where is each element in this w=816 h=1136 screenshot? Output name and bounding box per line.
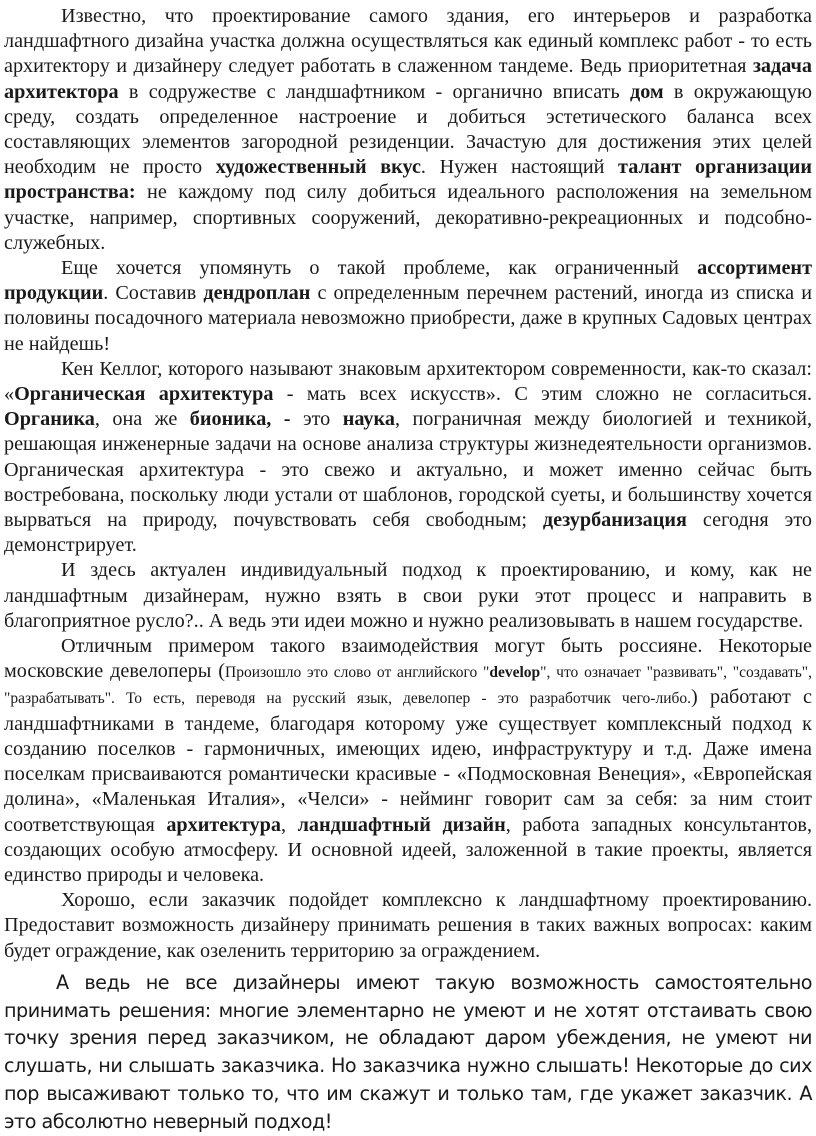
paragraph-7 (4, 969, 812, 1136)
text: сегодня это демонстрирует. (4, 509, 812, 557)
bold-term: develop (489, 664, 541, 682)
bold-term: дом (629, 80, 664, 103)
text: Произошло это слово от английского " (225, 664, 490, 682)
text: , пограничная между биологией и техникой, решающая инженерные задачи на основе анализа структуры жизнедеятельности организмов. Органическая архитектура - это свежо и актуально, и может именно сейчас быть востребована, поскольку люди устали от шаблонов, городской суеты, и большинству хочется вырваться на природу, почувствовать себя свободным; (4, 408, 812, 532)
text: , работа западных консультантов, создающих особую атмосферу. И основной идеей, заложенной в такие проекты, является единство природы и человека. (4, 813, 813, 886)
text: Известно, что проектирование самого здания, его интерьеров и разработка ландшафтного дизайна участка должна осуществляться как единый комплекс работ - то есть архитектору и дизайнеру следует работать в слаженном тандеме. Ведь приоритетная (4, 5, 812, 78)
bold-term: архитектура (166, 813, 281, 836)
text: Хорошо, если заказчик подойдет комплексно к ландшафтному проектированию. Предоставит возможность дизайнеру принимать решения в таких важных вопросах: каким будет ограждение, как озеленить территорию за ограждением. (4, 889, 812, 962)
bold-term: дезурбанизация (542, 509, 687, 532)
text: - мать всех искусств». С этим сложно не согласиться. (273, 383, 813, 406)
bold-term: бионика, - (189, 408, 291, 431)
text: с определенным перечнем растений, иногда из списка и половины посадочного материала невозможно приобрести, даже в крупных Садовых центрах не найдешь! (4, 282, 812, 355)
text: в окружающую среду, создать определенное настроение и добиться эстетического баланса всех составляющих элементов загородной резиденции. Зачастую для достижения этих целей необходим не просто (4, 80, 812, 179)
text: Еще хочется упомянуть о такой проблеме, как ограниченный (61, 257, 698, 280)
bold-term: художественный вкус (215, 156, 421, 179)
paragraph-4 (4, 558, 812, 634)
text: . Нужен настоящий (420, 156, 619, 179)
text: в содружестве с ландшафтником - органично вписать (118, 80, 630, 103)
text: . Составив (103, 282, 204, 305)
bold-term: дендроплан (203, 282, 311, 305)
text: Кен Келлог, которого называют знаковым архитектором современности, как-то сказал: « (4, 357, 812, 406)
paragraph-6 (4, 888, 812, 964)
bold-term: ландшафтный дизайн (297, 813, 506, 836)
text: ) работают с ландшафтниками в тандеме, благодаря которому уже существует комплексный подход к созданию поселков - гармоничных, имеющих идею, инфраструктуру и т.д. Даже имена поселкам присваиваются романтически красивые - «Подмосковная Венеция», «Европейская долина», «Маленькая Италия», «Челси» - нейминг говорит сам за себя: за ним стоит соответствующая (4, 686, 812, 836)
paragraph-3 (4, 357, 812, 559)
bold-term: ассортимент продукции (4, 257, 812, 305)
bold-term: талант организации пространства: (4, 156, 812, 204)
bold-term: задача архитектора (4, 55, 812, 103)
text: , (280, 813, 298, 836)
text: не каждому под силу добиться идеального расположения на земельном участке, например, спортивных сооружений, декоративно-рекреационных и подсобно-служебных. (4, 181, 812, 254)
text: это (290, 408, 343, 431)
bold-term: наука (342, 408, 395, 431)
text: А ведь не все дизайнеры имеют такую возможность самостоятельно принимать решения: многие элементарно не умеют и не хотят отстаивать свою точку зрения перед заказчиком, не обладают даром убеждения, не умеют ни слушать, ни слышать заказчика. Но заказчика нужно слышать! Некоторые до сих пор высаживают только то, что им скажут и только там, где укажет заказчик. А это абсолютно неверный подход! (4, 970, 812, 1133)
text: , она же (94, 408, 190, 431)
bold-term: Органическая архитектура (14, 383, 274, 406)
paragraph-2 (4, 256, 812, 357)
text: И здесь актуален индивидуальный подход к проектированию, и кому, как не ландшафтным дизайнерам, нужно взять в свои руки этот процесс и направить в благоприятное русло?.. А ведь эти идеи можно и нужно реализовывать в нашем государстве. (4, 559, 812, 632)
text: Отличным примером такого взаимодействия могут быть россияне. Некоторые московские девелоперы ( (4, 635, 812, 683)
paragraph-5 (4, 634, 812, 888)
text: ", что означает "развивать", "создавать", "разрабатывать". То есть, переводя на русский язык, девелопер - это разработчик чего-либо. (4, 664, 812, 708)
paragraph-1 (4, 4, 812, 256)
bold-term: Органика (4, 408, 95, 431)
